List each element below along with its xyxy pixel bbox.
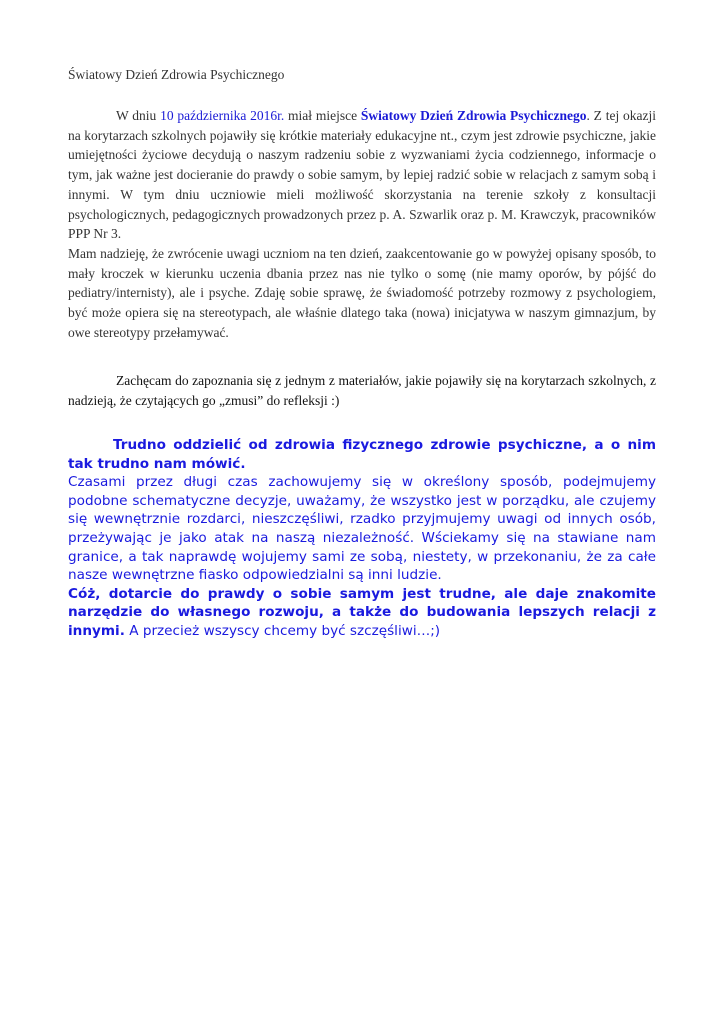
invitation-paragraph xyxy=(68,371,656,410)
excerpt-heading-paragraph xyxy=(68,436,656,473)
event-date: 10 października 2016r. xyxy=(160,108,285,123)
intro-paragraph xyxy=(68,106,656,342)
invitation-text: Zachęcam do zapoznania się z jednym z materiałów, jakie pojawiły się na korytarzach szkolnych, z nadzieją, że czytających go „zmusi” do refleksji :) xyxy=(68,373,656,408)
document-title: Światowy Dzień Zdrowia Psychicznego xyxy=(68,67,285,82)
intro-rest-2: Mam nadzieję, że zwrócenie uwagi uczniom na ten dzień, zaakcentowanie go w powyżej opisany sposób, to mały kroczek w kierunku uczenia dbania przez nas nie tylko o somę (nie mamy oporów, by pójść do pediatry/internisty), ale i psyche. Zdaję sobie sprawę, że świadomość potrzeby rozmowy z psychologiem, być może opiera się na stereotypach, ale właśnie dlatego taka (nowa) inicjatywa w naszym gimnazjum, by owe stereotypy przełamywać. xyxy=(68,245,656,340)
intro-mid: miał miejsce xyxy=(284,108,361,123)
excerpt-closing xyxy=(68,585,656,641)
intro-prefix: W dniu xyxy=(116,108,161,123)
excerpt-heading: Trudno oddzielić od zdrowia fizycznego zdrowie psychiczne, a o nim tak trudno nam mówić. xyxy=(68,437,656,472)
intro-rest: . Z tej okazji na korytarzach szkolnych pojawiły się krótkie materiały edukacyjne nt., czym jest zdrowie psychiczne, jakie umiejętności życiowe decydują o naszym radzeniu sobie z wyzwaniami życia codziennego, informacje o tym, jak ważne jest docieranie do prawdy o sobie samym, by lepiej radzić sobie w relacjach z samym sobą i innymi. W tym dniu uczniowie mieli możliwość skorzystania na terenie szkoły z konsultacji psychologicznych, pedagogicznych prowadzonych przez p. A. Szwarlik oraz p. M. Krawczyk, pracowników PPP Nr 3. xyxy=(68,108,656,242)
excerpt-body: Czasami przez długi czas zachowujemy się w określony sposób, podejmujemy podobne schematyczne decyzje, uważamy, że wszystko jest w porządku, ale czujemy się wewnętrznie rozdarci, nieszczęśliwi, rzadko przyjmujemy uwagi od innych osób, przeżywając je jako atak na naszą niezależność. Wściekamy się na stawiane nam granice, a tak naprawdę wojujemy sami ze sobą, niestety, w przekonaniu, że za całe nasze wewnętrzne fiasko odpowiedzialni są inni ludzie. xyxy=(68,474,656,584)
excerpt-closing-plain: A przecież wszyscy chcemy być szczęśliwi…;) xyxy=(124,622,441,639)
excerpt-closing-bold: Cóż, dotarcie do prawdy o sobie samym jest trudne, ale daje znakomite narzędzie do własnego rozwoju, a także do budowania lepszych relacji z innymi. xyxy=(68,585,656,639)
material-excerpt xyxy=(68,436,656,641)
event-name: Światowy Dzień Zdrowia Psychicznego xyxy=(360,108,587,123)
